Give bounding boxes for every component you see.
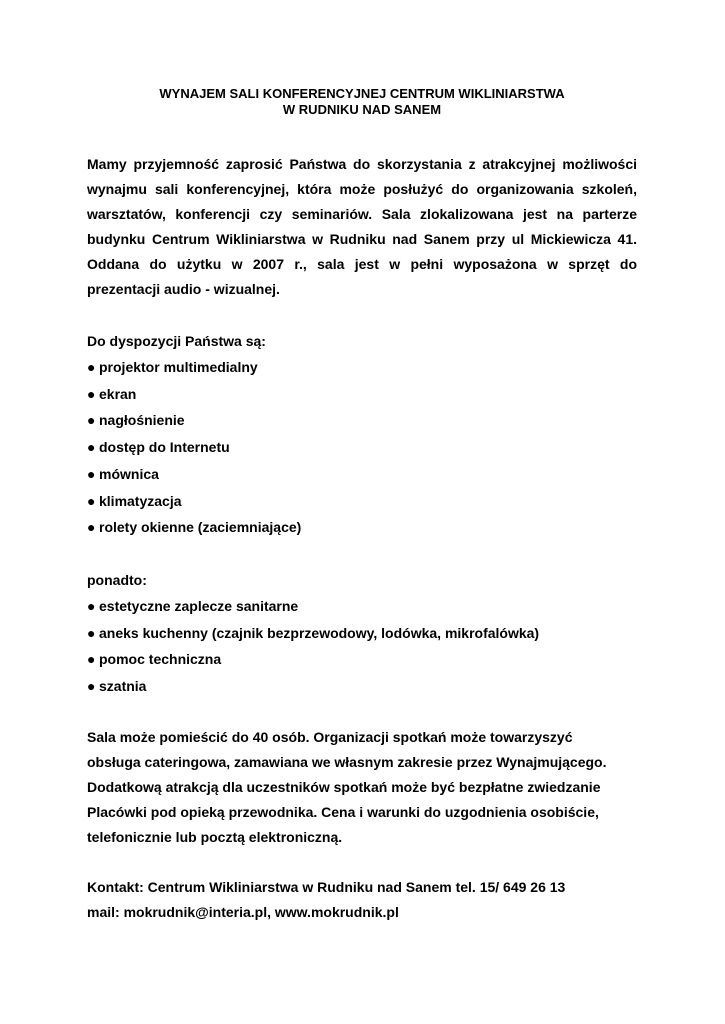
bullet-icon: ● [87,519,96,536]
contact-block [87,875,637,925]
intro-line: Oddana do użytku w 2007 r., sala jest w pełni wyposażona w sprzęt do [87,256,637,272]
document-page [87,86,637,925]
list-item [87,407,637,434]
list-item-text: pomoc techniczna [99,651,222,668]
list-item [87,488,637,515]
list-item [87,514,637,541]
details-line: Dodatkową atrakcją dla uczestników spotkań może być bezpłatne zwiedzanie [87,778,601,795]
bullet-icon: ● [87,678,96,695]
details-paragraph [87,725,637,850]
list-item-text: estetyczne zaplecze sanitarne [99,597,299,614]
details-line: Sala może pomieścić do 40 osób. Organizacji spotkań może towarzyszyć [87,728,573,745]
list-item-text: nagłośnienie [99,412,185,429]
list-item-text: projektor multimedialny [99,359,258,375]
intro-line: warsztatów, konferencji czy seminariów. Sala zlokalizowana jest na parterze [87,206,637,222]
bullet-icon: ● [87,385,96,402]
contact-mail-line: mail: mokrudnik@interia.pl, www.mokrudnik.pl [87,903,399,920]
list-item-text: mównica [99,465,159,482]
bullet-icon: ● [87,359,96,375]
bullet-icon: ● [87,465,96,482]
bullet-icon: ● [87,439,96,456]
details-line: obsługa cateringowa, zamawiana we własnym zakresie przez Wynajmującego. [87,753,607,770]
title-line-1: WYNAJEM SALI KONFERENCYJNEJ CENTRUM WIKLINIARSTWA [159,86,565,101]
list-item-text: klimatyzacja [99,492,182,509]
equipment-list [87,354,637,541]
document-title [87,86,637,118]
list-item [87,593,637,620]
equipment-heading: Do dyspozycji Państwa są: [87,333,266,349]
intro-line: budynku Centrum Wikliniarstwa w Rudniku nad Sanem przy ul Mickiewicza 41. [87,231,637,247]
list-item-text: dostęp do Internetu [99,439,230,456]
details-line: Placówki pod opieką przewodnika. Cena i warunki do uzgodnienia osobiście, [87,803,599,820]
bullet-icon: ● [87,624,96,641]
list-item [87,646,637,673]
bullet-icon: ● [87,651,96,668]
list-item-text: ekran [99,385,137,402]
additional-list [87,593,637,700]
intro-line: Mamy przyjemność zaprosić Państwa do skorzystania z atrakcyjnej możliwości [87,156,637,172]
additional-heading: ponadto: [87,571,147,588]
bullet-icon: ● [87,492,96,509]
bullet-icon: ● [87,412,96,429]
list-item-text: szatnia [99,678,147,695]
list-item-text: rolety okienne (zaciemniające) [99,519,302,536]
title-line-2: W RUDNIKU NAD SANEM [282,102,442,117]
intro-line: prezentacji audio - wizualnej. [87,281,280,297]
list-item [87,673,637,700]
list-item [87,381,637,408]
intro-paragraph [87,152,637,302]
intro-line: wynajmu sali konferencyjnej, która może posłużyć do organizowania szkoleń, [87,181,637,197]
list-item [87,461,637,488]
details-line: telefonicznie lub pocztą elektroniczną. [87,828,343,845]
list-item [87,434,637,461]
list-item [87,620,637,647]
contact-phone-line: Kontakt: Centrum Wikliniarstwa w Rudniku nad Sanem tel. 15/ 649 26 13 [87,878,566,895]
list-item-text: aneks kuchenny (czajnik bezprzewodowy, lodówka, mikrofalówka) [99,624,540,641]
list-item [87,354,637,381]
bullet-icon: ● [87,597,96,614]
